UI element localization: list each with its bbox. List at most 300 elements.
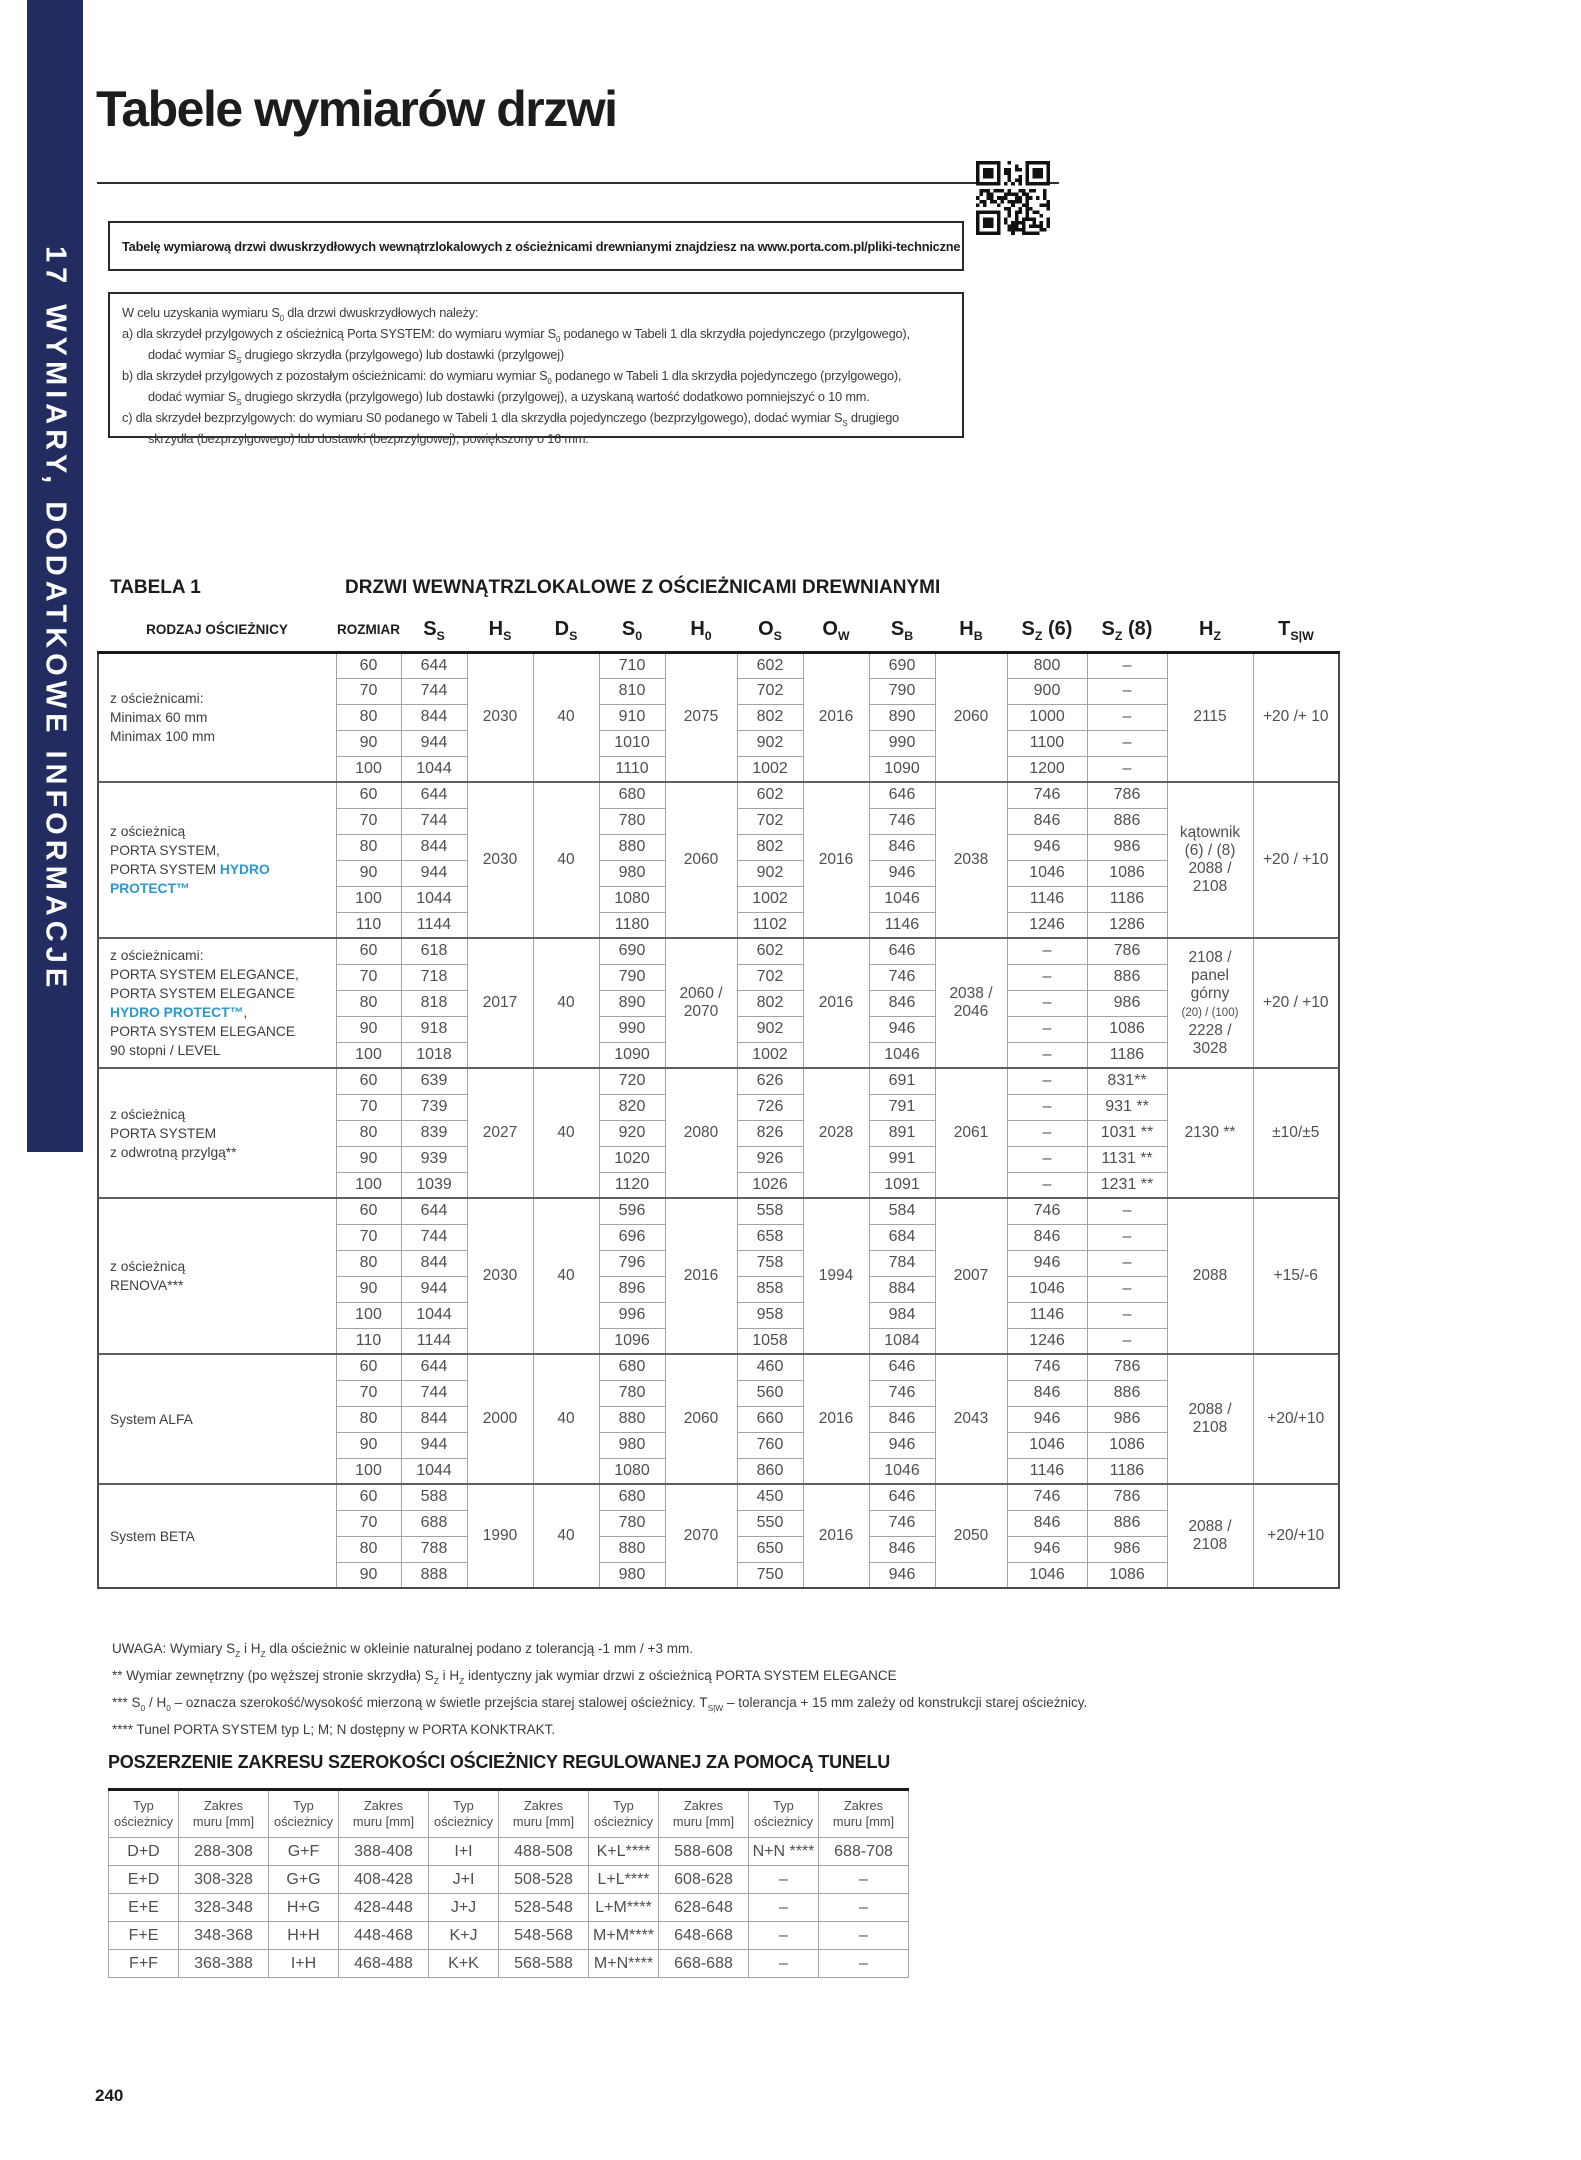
cell-s0: 980 <box>599 1562 665 1588</box>
cell: 288-308 <box>179 1838 269 1866</box>
column-header: Typ ościeżnicy <box>269 1790 339 1838</box>
column-header: $H_B$ <box>935 608 1007 652</box>
cell-sz8: 931 ** <box>1087 1094 1167 1120</box>
cell-os: 726 <box>737 1094 803 1120</box>
cell-sz6: – <box>1007 1146 1087 1172</box>
cell: – <box>819 1894 909 1922</box>
cell-rozmiar: 100 <box>336 1042 401 1068</box>
cell-sz8: – <box>1087 1198 1167 1224</box>
cell: G+F <box>269 1838 339 1866</box>
cell-ss: 1044 <box>401 1302 467 1328</box>
cell: D+D <box>109 1838 179 1866</box>
cell-sb: 946 <box>869 860 935 886</box>
cell-s0: 780 <box>599 808 665 834</box>
cell: 488-508 <box>499 1838 589 1866</box>
cell-h0: 2060 / 2070 <box>665 938 737 1068</box>
cell-sz8: 786 <box>1087 1484 1167 1510</box>
cell-ss: 944 <box>401 730 467 756</box>
table1-row <box>98 652 1339 678</box>
cell-s0: 680 <box>599 782 665 808</box>
cell-sz8: 986 <box>1087 1536 1167 1562</box>
cell-os: 1002 <box>737 756 803 782</box>
cell-s0: 596 <box>599 1198 665 1224</box>
cell-sb: 946 <box>869 1562 935 1588</box>
instruction-line: c) dla skrzydeł bezprzylgowych: do wymiaru S0 podanego w Tabeli 1 dla skrzydła pojedynczego (bezprzylgowego), dodać wymiar $S_S$ drugiego <box>122 410 900 428</box>
cell-sz6: 946 <box>1007 1536 1087 1562</box>
chapter-title: WYMIARY, DODATKOWE INFORMACJE <box>39 304 72 993</box>
chapter-tab-label <box>39 246 72 992</box>
cell-ss: 844 <box>401 1250 467 1276</box>
table2-title: POSZERZENIE ZAKRESU SZEROKOŚCI OŚCIEŻNICY REGULOWANEJ ZA POMOCĄ TUNELU <box>108 1752 891 1772</box>
cell-sb: 790 <box>869 678 935 704</box>
frame-type-label: System ALFA <box>98 1354 336 1484</box>
cell-hz: kątownik (6) / (8) 2088 / 2108 <box>1167 782 1253 938</box>
cell-sb: 746 <box>869 964 935 990</box>
column-header: $O_W$ <box>803 608 869 652</box>
cell-ss: 588 <box>401 1484 467 1510</box>
cell-rozmiar: 70 <box>336 678 401 704</box>
instruction-line: dodać wymiar $S_S$ drugiego skrzydła (przylgowego) lub dostawki (przylgowej), a uzyskaną wartość dodatkowo pomniejszyć o 10 mm. <box>148 389 870 407</box>
cell-os: 902 <box>737 730 803 756</box>
cell: 588-608 <box>659 1838 749 1866</box>
cell-s0: 1180 <box>599 912 665 938</box>
cell-os: 660 <box>737 1406 803 1432</box>
cell-hs: 1990 <box>467 1484 533 1588</box>
cell-os: 602 <box>737 938 803 964</box>
cell-tolerance: +20 / +10 <box>1253 938 1339 1068</box>
cell-sz6: – <box>1007 990 1087 1016</box>
cell-os: 460 <box>737 1354 803 1380</box>
cell-os: 902 <box>737 1016 803 1042</box>
column-header: Zakres muru [mm] <box>339 1790 429 1838</box>
cell-os: 650 <box>737 1536 803 1562</box>
cell-ss: 844 <box>401 834 467 860</box>
column-header: $S_Z$ (8) <box>1087 608 1167 652</box>
cell-s0: 920 <box>599 1120 665 1146</box>
cell-sz8: 1131 ** <box>1087 1146 1167 1172</box>
cell: I+I <box>429 1838 499 1866</box>
cell-sz6: 846 <box>1007 808 1087 834</box>
cell: 348-368 <box>179 1922 269 1950</box>
cell-rozmiar: 90 <box>336 1146 401 1172</box>
cell-sb: 890 <box>869 704 935 730</box>
cell-ds: 40 <box>533 938 599 1068</box>
cell-sz8: 1186 <box>1087 886 1167 912</box>
cell-ow: 1994 <box>803 1198 869 1354</box>
instruction-line: W celu uzyskania wymiaru $S_0$ dla drzwi dwuskrzydłowych należy: <box>122 305 479 323</box>
cell: I+H <box>269 1950 339 1978</box>
cell-os: 802 <box>737 990 803 1016</box>
cell-hb: 2007 <box>935 1198 1007 1354</box>
cell-rozmiar: 70 <box>336 964 401 990</box>
cell-hs: 2030 <box>467 652 533 782</box>
column-header: Zakres muru [mm] <box>179 1790 269 1838</box>
cell: L+M**** <box>589 1894 659 1922</box>
cell-ss: 644 <box>401 652 467 678</box>
column-header: Typ ościeżnicy <box>109 1790 179 1838</box>
cell-os: 1058 <box>737 1328 803 1354</box>
table2-row <box>109 1866 909 1894</box>
table2-header-row <box>109 1790 909 1838</box>
cell-sb: 784 <box>869 1250 935 1276</box>
cell: 388-408 <box>339 1838 429 1866</box>
cell-ow: 2016 <box>803 652 869 782</box>
cell-ss: 888 <box>401 1562 467 1588</box>
cell: G+G <box>269 1866 339 1894</box>
cell-rozmiar: 90 <box>336 1432 401 1458</box>
column-header: Typ ościeżnicy <box>749 1790 819 1838</box>
cell-sz6: 1046 <box>1007 860 1087 886</box>
cell-rozmiar: 100 <box>336 756 401 782</box>
cell-h0: 2016 <box>665 1198 737 1354</box>
frame-type-group <box>98 1354 1339 1484</box>
cell-sz8: 1086 <box>1087 1016 1167 1042</box>
cell: 408-428 <box>339 1866 429 1894</box>
cell-ss: 844 <box>401 704 467 730</box>
cell-sz6: – <box>1007 1016 1087 1042</box>
cell: L+L**** <box>589 1866 659 1894</box>
cell-rozmiar: 80 <box>336 1120 401 1146</box>
cell-hb: 2038 <box>935 782 1007 938</box>
cell-h0: 2060 <box>665 782 737 938</box>
cell-s0: 796 <box>599 1250 665 1276</box>
cell-sb: 746 <box>869 1510 935 1536</box>
cell-sb: 1084 <box>869 1328 935 1354</box>
cell-sb: 846 <box>869 990 935 1016</box>
cell: – <box>749 1950 819 1978</box>
cell-h0: 2075 <box>665 652 737 782</box>
cell-sz6: 946 <box>1007 1406 1087 1432</box>
cell-ow: 2028 <box>803 1068 869 1198</box>
cell-os: 602 <box>737 782 803 808</box>
cell-sb: 946 <box>869 1016 935 1042</box>
cell-os: 858 <box>737 1276 803 1302</box>
cell-os: 802 <box>737 704 803 730</box>
cell-sz6: 746 <box>1007 1484 1087 1510</box>
cell-s0: 910 <box>599 704 665 730</box>
cell-rozmiar: 90 <box>336 1016 401 1042</box>
tunnel-width-table <box>108 1788 909 1978</box>
cell-rozmiar: 100 <box>336 1458 401 1484</box>
cell-s0: 1090 <box>599 1042 665 1068</box>
cell: 368-388 <box>179 1950 269 1978</box>
table1-title: DRZWI WEWNĄTRZLOKALOWE Z OŚCIEŻNICAMI DREWNIANYMI <box>345 577 941 598</box>
cell-sb: 646 <box>869 938 935 964</box>
cell-s0: 980 <box>599 860 665 886</box>
table2-row <box>109 1838 909 1866</box>
cell-rozmiar: 80 <box>336 834 401 860</box>
cell-sz8: 1086 <box>1087 860 1167 886</box>
cell-s0: 880 <box>599 834 665 860</box>
cell-sz6: – <box>1007 1172 1087 1198</box>
cell-sb: 1146 <box>869 912 935 938</box>
cell-s0: 980 <box>599 1432 665 1458</box>
cell-sz6: 1046 <box>1007 1562 1087 1588</box>
cell: N+N **** <box>749 1838 819 1866</box>
column-header: Typ ościeżnicy <box>429 1790 499 1838</box>
info-banner <box>108 221 964 271</box>
cell-ss: 788 <box>401 1536 467 1562</box>
cell-s0: 790 <box>599 964 665 990</box>
cell-sb: 991 <box>869 1146 935 1172</box>
title-rule <box>97 182 1059 184</box>
cell-ss: 1144 <box>401 1328 467 1354</box>
cell-sb: 1046 <box>869 1042 935 1068</box>
table1-row <box>98 1198 1339 1224</box>
cell: 308-328 <box>179 1866 269 1894</box>
cell-tolerance: +20/+10 <box>1253 1484 1339 1588</box>
cell-sz8: 786 <box>1087 1354 1167 1380</box>
cell-rozmiar: 80 <box>336 704 401 730</box>
cell-os: 926 <box>737 1146 803 1172</box>
cell-sz6: – <box>1007 964 1087 990</box>
cell-sb: 846 <box>869 1406 935 1432</box>
cell-tolerance: +20 /+ 10 <box>1253 652 1339 782</box>
cell-rozmiar: 60 <box>336 1068 401 1094</box>
column-header: $D_S$ <box>533 608 599 652</box>
cell-sb: 846 <box>869 1536 935 1562</box>
cell-ss: 1018 <box>401 1042 467 1068</box>
cell-ds: 40 <box>533 1068 599 1198</box>
cell-ss: 1044 <box>401 756 467 782</box>
cell-rozmiar: 110 <box>336 1328 401 1354</box>
cell-s0: 896 <box>599 1276 665 1302</box>
cell-s0: 780 <box>599 1510 665 1536</box>
cell: 328-348 <box>179 1894 269 1922</box>
cell-sb: 646 <box>869 782 935 808</box>
cell-rozmiar: 60 <box>336 1198 401 1224</box>
cell-sz6: 1146 <box>1007 1302 1087 1328</box>
frame-type-label: z ościeżnicami: PORTA SYSTEM ELEGANCE, PORTA SYSTEM ELEGANCE HYDRO PROTECT™, PORTA SYSTEM ELEGANCE 90 stopni / LEVEL <box>98 938 336 1068</box>
cell-ss: 818 <box>401 990 467 1016</box>
column-header: RODZAJ OŚCIEŻNICY <box>98 608 336 652</box>
cell-hb: 2043 <box>935 1354 1007 1484</box>
cell: K+L**** <box>589 1838 659 1866</box>
cell-tolerance: ±10/±5 <box>1253 1068 1339 1198</box>
cell-rozmiar: 90 <box>336 1276 401 1302</box>
cell-sz8: 986 <box>1087 990 1167 1016</box>
cell-tolerance: +20 / +10 <box>1253 782 1339 938</box>
column-header: $S_Z$ (6) <box>1007 608 1087 652</box>
column-header: $O_S$ <box>737 608 803 652</box>
cell-ss: 618 <box>401 938 467 964</box>
cell-ow: 2016 <box>803 1354 869 1484</box>
cell: – <box>819 1950 909 1978</box>
cell-sb: 1090 <box>869 756 935 782</box>
cell: K+J <box>429 1922 499 1950</box>
cell-s0: 810 <box>599 678 665 704</box>
cell: – <box>749 1894 819 1922</box>
cell-ss: 644 <box>401 782 467 808</box>
cell-os: 860 <box>737 1458 803 1484</box>
cell: 468-488 <box>339 1950 429 1978</box>
cell-hz: 2130 ** <box>1167 1068 1253 1198</box>
cell-ow: 2016 <box>803 938 869 1068</box>
cell-hb: 2060 <box>935 652 1007 782</box>
cell-sz6: 746 <box>1007 782 1087 808</box>
cell: – <box>819 1922 909 1950</box>
cell-sz6: 1146 <box>1007 886 1087 912</box>
table2-row <box>109 1894 909 1922</box>
table1-label: TABELA 1 <box>110 577 201 598</box>
cell-rozmiar: 70 <box>336 1224 401 1250</box>
cell-sz8: 886 <box>1087 1380 1167 1406</box>
cell-sz6: 846 <box>1007 1224 1087 1250</box>
cell-sz6: 846 <box>1007 1380 1087 1406</box>
cell-ss: 744 <box>401 678 467 704</box>
cell: 548-568 <box>499 1922 589 1950</box>
cell-s0: 996 <box>599 1302 665 1328</box>
cell-sb: 684 <box>869 1224 935 1250</box>
cell-sb: 891 <box>869 1120 935 1146</box>
footnote: UWAGA: Wymiary $S_Z$ i $H_Z$ dla ościeżnic w okleinie naturalnej podano z tolerancją -1 mm / +3 mm. <box>112 1641 693 1659</box>
column-header: $S_0$ <box>599 608 665 652</box>
instructions-box <box>108 292 964 446</box>
cell: M+M**** <box>589 1922 659 1950</box>
cell-sb: 746 <box>869 808 935 834</box>
cell-sz6: 1246 <box>1007 912 1087 938</box>
cell-ss: 1144 <box>401 912 467 938</box>
door-dimensions-table <box>97 608 1340 1589</box>
cell-ds: 40 <box>533 652 599 782</box>
cell: H+G <box>269 1894 339 1922</box>
cell-sz8: 1186 <box>1087 1042 1167 1068</box>
cell: J+J <box>429 1894 499 1922</box>
cell-hs: 2030 <box>467 782 533 938</box>
column-header: Typ ościeżnicy <box>589 1790 659 1838</box>
cell-sz8: 1186 <box>1087 1458 1167 1484</box>
cell-sb: 846 <box>869 834 935 860</box>
table1-row <box>98 938 1339 964</box>
cell-sz6: – <box>1007 1120 1087 1146</box>
cell-os: 550 <box>737 1510 803 1536</box>
cell-s0: 1010 <box>599 730 665 756</box>
cell-os: 1002 <box>737 886 803 912</box>
cell-ss: 1044 <box>401 886 467 912</box>
table1-header-row <box>98 608 1339 652</box>
column-header: $T_{S|W}$ <box>1253 608 1339 652</box>
cell-rozmiar: 90 <box>336 730 401 756</box>
cell: F+E <box>109 1922 179 1950</box>
cell-hs: 2030 <box>467 1198 533 1354</box>
cell-s0: 780 <box>599 1380 665 1406</box>
cell-sb: 946 <box>869 1432 935 1458</box>
cell-os: 760 <box>737 1432 803 1458</box>
instruction-line: a) dla skrzydeł przylgowych z ościeżnicą Porta SYSTEM: do wymiaru wymiar $S_0$ podanego w Tabeli 1 dla skrzydła pojedynczego (przylgowego), <box>122 326 910 344</box>
cell-sb: 646 <box>869 1484 935 1510</box>
cell-s0: 1096 <box>599 1328 665 1354</box>
cell: 628-648 <box>659 1894 749 1922</box>
cell-s0: 710 <box>599 652 665 678</box>
cell-sz8: – <box>1087 756 1167 782</box>
footnote: *** $S_0 / H_0$ – oznacza szerokość/wysokość mierzoną w świetle przejścia starej stalowej ościeżnicy. $T_{S|W}$ – tolerancja + 15 mm zależy od konstrukcji starej ościeżnicy. <box>112 1695 1088 1713</box>
cell-h0: 2070 <box>665 1484 737 1588</box>
cell-sz8: 1086 <box>1087 1562 1167 1588</box>
cell-sz6: – <box>1007 938 1087 964</box>
cell-os: 558 <box>737 1198 803 1224</box>
cell-s0: 880 <box>599 1406 665 1432</box>
cell-os: 702 <box>737 808 803 834</box>
column-header: Zakres muru [mm] <box>659 1790 749 1838</box>
cell-sz6: 746 <box>1007 1198 1087 1224</box>
cell-s0: 690 <box>599 938 665 964</box>
cell-ds: 40 <box>533 1198 599 1354</box>
cell-rozmiar: 60 <box>336 938 401 964</box>
cell-rozmiar: 60 <box>336 652 401 678</box>
cell-os: 758 <box>737 1250 803 1276</box>
cell-sb: 646 <box>869 1354 935 1380</box>
cell-s0: 990 <box>599 1016 665 1042</box>
cell-hz: 2115 <box>1167 652 1253 782</box>
cell: M+N**** <box>589 1950 659 1978</box>
cell-sz8: 1286 <box>1087 912 1167 938</box>
cell-hz: 2088 <box>1167 1198 1253 1354</box>
frame-type-label: z ościeżnicą RENOVA*** <box>98 1198 336 1354</box>
column-header: $H_S$ <box>467 608 533 652</box>
cell-sz6: 900 <box>1007 678 1087 704</box>
column-header: Zakres muru [mm] <box>819 1790 909 1838</box>
cell-sz8: – <box>1087 730 1167 756</box>
cell-os: 958 <box>737 1302 803 1328</box>
cell-os: 826 <box>737 1120 803 1146</box>
cell-os: 702 <box>737 964 803 990</box>
cell-sz6: – <box>1007 1042 1087 1068</box>
cell-sz8: 786 <box>1087 938 1167 964</box>
cell-rozmiar: 90 <box>336 1562 401 1588</box>
cell-ow: 2016 <box>803 1484 869 1588</box>
cell: H+H <box>269 1922 339 1950</box>
cell-sb: 1091 <box>869 1172 935 1198</box>
page-number: 240 <box>95 2086 124 2105</box>
table1-row <box>98 782 1339 808</box>
cell: – <box>749 1922 819 1950</box>
cell-os: 750 <box>737 1562 803 1588</box>
frame-type-group <box>98 1198 1339 1354</box>
frame-type-label: z ościeżnicą PORTA SYSTEM, PORTA SYSTEM HYDRO PROTECT™ <box>98 782 336 938</box>
cell-ow: 2016 <box>803 782 869 938</box>
table1-row <box>98 1354 1339 1380</box>
cell-s0: 1080 <box>599 1458 665 1484</box>
cell-ss: 1044 <box>401 1458 467 1484</box>
cell-sz8: – <box>1087 1224 1167 1250</box>
cell-sb: 746 <box>869 1380 935 1406</box>
cell-sz8: 886 <box>1087 808 1167 834</box>
cell-hb: 2050 <box>935 1484 1007 1588</box>
cell-sb: 1046 <box>869 1458 935 1484</box>
cell-sb: 984 <box>869 1302 935 1328</box>
cell-sz8: 1231 ** <box>1087 1172 1167 1198</box>
footnotes <box>112 1640 1087 1748</box>
cell-os: 1026 <box>737 1172 803 1198</box>
cell-sb: 584 <box>869 1198 935 1224</box>
cell-os: 602 <box>737 652 803 678</box>
table1-row <box>98 1484 1339 1510</box>
cell-sz6: 1000 <box>1007 704 1087 730</box>
cell-hs: 2017 <box>467 938 533 1068</box>
cell-ss: 739 <box>401 1094 467 1120</box>
cell-ss: 944 <box>401 1432 467 1458</box>
cell-sz8: 1086 <box>1087 1432 1167 1458</box>
cell: 688-708 <box>819 1838 909 1866</box>
instruction-line: b) dla skrzydeł przylgowych z pozostałym ościeżnicami: do wymiaru wymiar $S_0$ podanego w Tabeli 1 dla skrzydła pojedynczego (przylgowego), <box>122 368 902 386</box>
cell-sb: 1046 <box>869 886 935 912</box>
cell-rozmiar: 70 <box>336 1094 401 1120</box>
cell: 428-448 <box>339 1894 429 1922</box>
frame-type-group <box>98 938 1339 1068</box>
cell-tolerance: +15/-6 <box>1253 1198 1339 1354</box>
cell-sb: 884 <box>869 1276 935 1302</box>
cell-os: 902 <box>737 860 803 886</box>
